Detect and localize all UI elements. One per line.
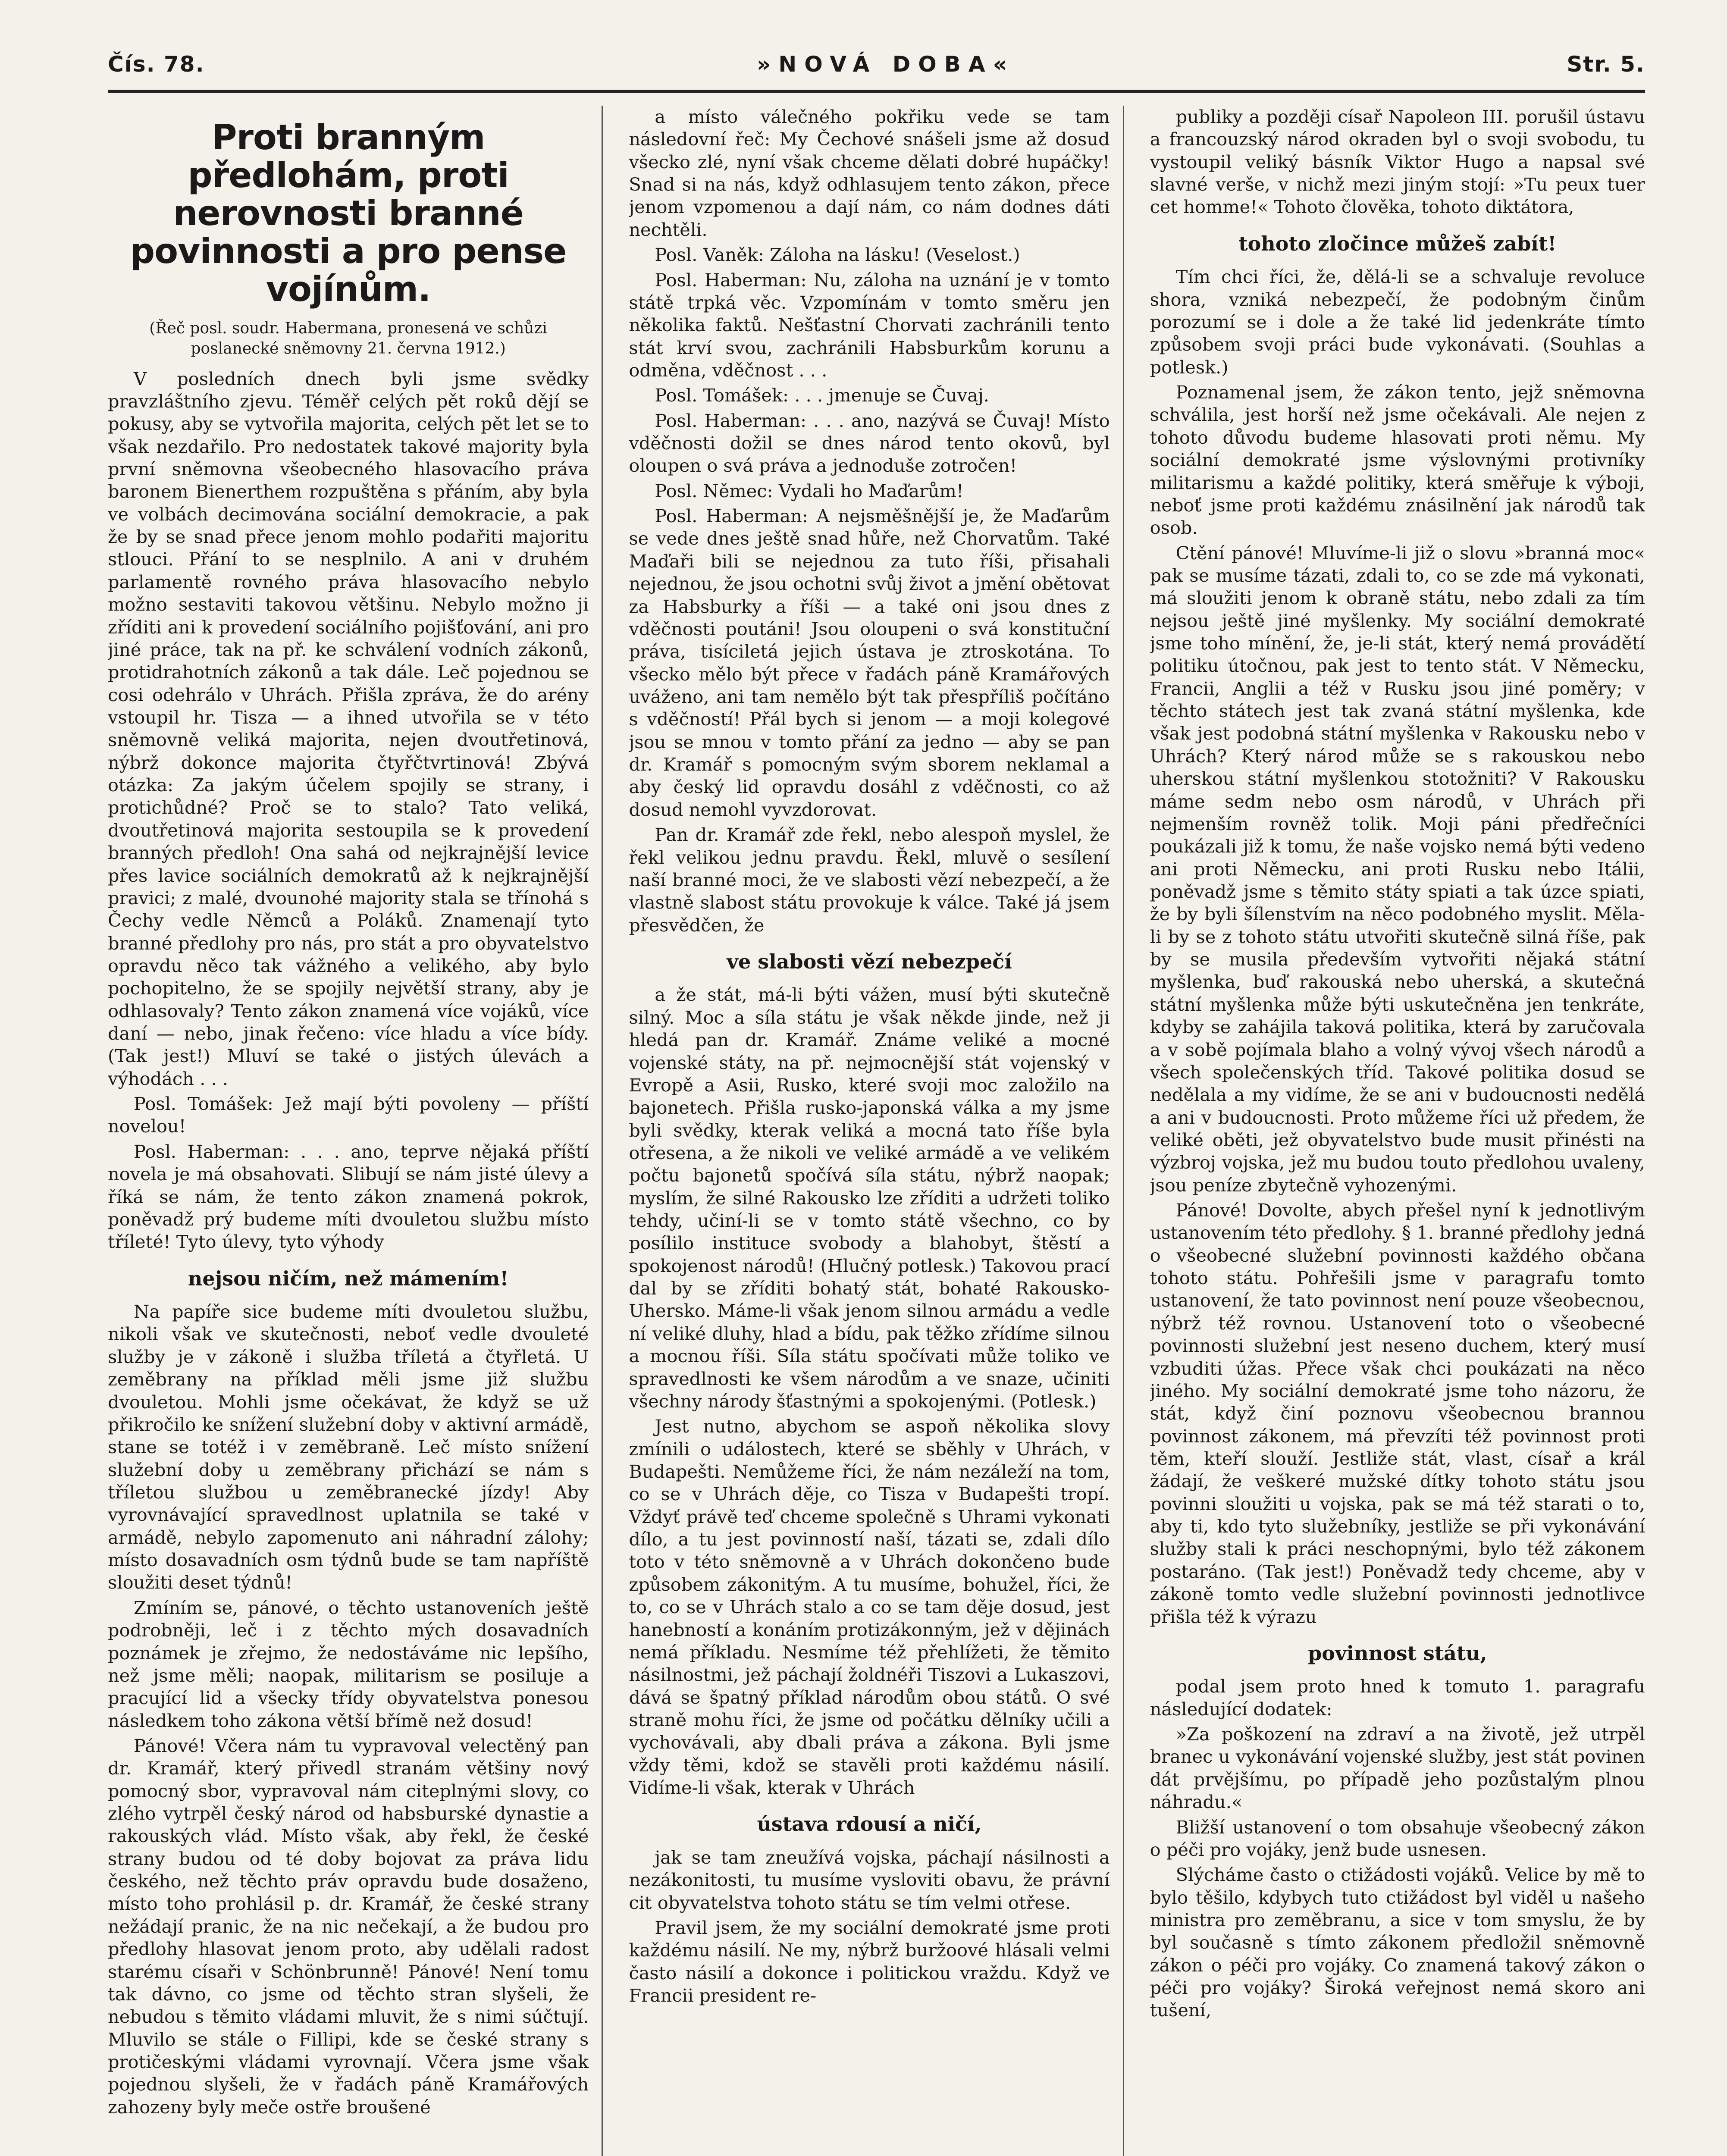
- paragraph: Bližší ustanovení o tom obsahuje všeobecný zákon o péči pro vojáky, jenž bude usnesen.: [1150, 1816, 1645, 1860]
- page-header: [108, 52, 1645, 86]
- paragraph: Ctění pánové! Mluvíme-li již o slovu »branná moc« pak se musíme tázati, zdali to, co se zde má vykonati, má sloužiti jenom k obraně státu, nebo zdali za tím nejsou ještě jiné myšlenky. My sociální demokraté jsme toho mínění, že, je-li stát, který nemá provádětí politiku útočnou, pak jest to tento stát. V Německu, Francii, Anglii a též v Rusku jsou jiné poměry; v těchto státech jest tak zvaná státní myšlenka, kde však jest podobná státní myšlenka v Rakousku nebo v Uhrách? Který národ může se s rakouskou nebo uherskou státní myšlenkou stotožniti? V Rakousku máme sedm nebo osm národů, v Uhrách při nejmenším rovněž tolik. Moji páni předřečníci poukázali již k tomu, že naše vojsko nemá býti vedeno ani proti Německu, ani proti Rusku nebo Itálii, poněvadž jsme s těmito státy spiati a tak úzce spiati, že by byli šílenstvím na něco podobného myslit. Měla-li by se z tohoto státu utvořiti skutečně silná říše, pak by se musila především vytvořiti nějaká státní myšlenka, buď rakouská nebo uherská, a skutečná státní myšlenka může býti uskutečněna jen tenkráte, kdyby se zahájila taková politika, která by zaručovala a v sobě pojímala blaho a volný vývoj všech národů a všech společenských tříd. Takové politika dosud se nedělala a my vidíme, že se ani v budoucnosti nedělá a ani v budoucnosti. Proto můžeme říci už předem, že veliké oběti, jež obyvatelstvo bude musit přinésti na výzbroj vojska, jež mu budou touto předlohou uvaleny, jsou peníze zbytečně vyhozenými.: [1150, 542, 1645, 1196]
- paragraph: Pánové! Včera nám tu vypravoval velectěný pan dr. Kramář, který přivedl stranám většiny nový pomocný sbor, vypravoval nám citeplnými slovy, co zlého vytrpěl český národ od habsburské dynastie a rakouských vlád. Místo však, aby řekl, že české strany budou od té doby bojovat za práva lidu českého, než těchto práv opravdu bude dosaženo, místo toho prohlásil p. dr. Kramář, že české strany nežádají pranic, že na nic nečekají, a že budou pro předlohy hlasovat jenom proto, aby udělali radost starému císaři v Schönbrunně! Pánové! Není tomu tak dávno, co jsme od těchto stran slyšeli, že nebudou s těmito vládami mluvit, že s nimi súčtují. Mluvilo se stále o Fillipi, kde se české strany s protičeskými vládami vyrovnají. Včera jsme však pojednou slyšeli, že v řadách páně Kramářových zahozeny byly meče ostře broušené: [108, 1735, 589, 2118]
- paragraph: Tím chci říci, že, dělá-li se a schvaluje revoluce shora, vzniká nebezpečí, že podobným činům porozumí se i dole a že také lid jedenkráte tímto způsobem svoji práci bude vykonávati. (Souhlas a potlesk.): [1150, 266, 1645, 378]
- page-number: Str. 5.: [1567, 52, 1645, 77]
- newspaper-title: »NOVÁ DOBA«: [757, 52, 1015, 77]
- paragraph: a že stát, má-li býti vážen, musí býti skutečně silný. Moc a síla státu je však někde jinde, než ji hledá pan dr. Kramář. Známe veliké a mocné vojenské státy, na př. nejmocnější stát vojenský v Evropě a Asii, Rusko, které svoji moc založilo na bajonetech. Přišla rusko-japonská válka a my jsme byli svědky, kterak veliká a mocná tato říše byla otřesena, a že nikoli ve veliké armádě a ve velikém počtu bajonetů spočívá síla státu, nýbrž naopak; myslím, že silné Rakousko lze zříditi a udržeti toliko tehdy, učiní-li se v tomto státě všechno, co by posílilo instituce svobody a blahobyt, štěstí a spokojenost národů! (Hlučný potlesk.) Takovou prací dal by se zříditi bohatý stát, bohaté Rakousko-Uhersko. Máme-li však jenom silnou armádu a vedle ní veliké dluhy, hlad a bídu, pak těžko zřídíme silnou a mocnou říši. Síla státu spočívati může toliko ve spravedlnosti ke všem národům a ve snaze, učiniti všechny národy šťastnými a spokojenými. (Potlesk.): [629, 984, 1110, 1412]
- paragraph: Jest nutno, abychom se aspoň několika slovy zmínili o událostech, které se sběhly v Uhrách, v Budapešti. Nemůžeme říci, že nám nezáleží na tom, co se v Uhrách děje, co Tisza v Budapešti tropí. Vždyť právě teď chceme společně s Uhrami vykonati dílo, a tu jest povinností naší, tázati se, zdali dílo toto v této sněmovně a v Uhrách dokončeno bude způsobem zákonitým. A tu musíme, bohužel, říci, že to, co se v Uhrách stalo a co se tam děje dosud, jest hanebností a konáním protizákonným, jež v dějinách nemá příkladu. Nesmíme též přehlížeti, že těmito násilnostmi, jež páchají žoldnéři Tiszovi a Lukaszovi, dává se špatný příklad národům obou států. O své straně mohu říci, že jsme od počátku dělníky učili a vychovávali, aby dbali práva a zákona. Byli jsme vždy těmi, kdož se stavěli proti každému násilí. Vidíme-li však, kterak v Uhrách: [629, 1416, 1110, 1799]
- paragraph: Posl. Haberman: A nejsměšnější je, že Maďarům se vede dnes ještě snad hůře, než Chorvatům. Také Maďaři bili se nejednou za tuto říši, přisahali nejednou, že jsou ochotni svůj život a jmění obětovat za Habsburky a říši — a také oni jsou dnes z vděčnosti poutáni! Jsou oloupeni o svá konstituční práva, tisíciletá jejich ústava je ztroskotána. To všecko mělo být přece v řadách páně Kramářových uváženo, ani tam nemělo být tak přespříliš počítáno s vděčností! Přál bych si jenom — a moji kolegové jsou se mnou v tomto přání za jedno — aby se pan dr. Kramář s pomocným svým sborem neklamal a aby český lid opravdu dosáhl z vděčnosti, co až dosud nemohl vyvzdorovat.: [629, 505, 1110, 820]
- paragraph: »Za poškození na zdraví a na životě, jež utrpěl branec u vykonávání vojenské služby, jest stát povinen dát prvějšímu, po případě jeho pozůstalým plnou náhradu.«: [1150, 1724, 1645, 1813]
- subheading: povinnost státu,: [1308, 1641, 1487, 1665]
- paragraph: Pravil jsem, že my sociální demokraté jsme proti každému násilí. Ne my, nýbrž buržoové hlásali velmi často násilí a dokonce i politickou vraždu. Když ve Francii president re-: [629, 1917, 1110, 2006]
- paragraph: Posl. Němec: Vydali ho Maďarům!: [655, 480, 964, 501]
- paragraph: Posl. Tomášek: . . . jmenuje se Čuvaj.: [655, 385, 990, 406]
- paragraph: Posl. Vaněk: Záloha na lásku! (Veselost.): [655, 244, 1020, 266]
- paragraph: Pánové! Dovolte, abych přešel nyní k jednotlivým ustanovením této předlohy. § 1. branné předlohy jedná o všeobecné služební povinnosti každého občana tohoto státu. Pohřešili jsme v paragrafu tomto ustanovení, že tato povinnost není pouze všeobecnou, nýbrž též rovnou. Ustanovení toto o všeobecné povinnosti služební jest neseno duchem, který musí vzbuditi úžas. Přece však chci poukázati na něco jiného. My sociální demokraté jsme toho názoru, že stát, když činí poznovu všeobecnou brannou povinnost zákonem, má převzíti též povinnost proti těm, kteří slouží. Jestliže stát, vlast, císař a král žádají, že veškeré mužské dítky tohoto státu jsou povinni sloužiti u vojska, pak se má též starati o to, aby ti, kdo tyto služebníky, jestliže se při vykonávání služby stali k práci neschopnými, bylo též zákonem postaráno. (Tak jest!) Poněvadž tedy chceme, aby v zákoně tomto vedle služební povinnosti jednotlivce přišla též k výrazu: [1150, 1200, 1645, 1627]
- paragraph: Na papíře sice budeme míti dvouletou službu, nikoli však ve skutečnosti, neboť vedle dvouleté služby je v zákoně i služba tříletá a čtyřletá. U zeměbrany na příklad měli jsme již službu dvouletou. Mohli jsme očekávat, že když se už přikročilo ke snížení služební doby v aktivní armádě, stane se totéž i v zeměbraně. Leč místo snížení služební doby u zeměbrany přichází se nám s tříletou službou u zeměbranecké jízdy! Aby vyrovnávající spravedlnost uplatnila se také v armádě, nebylo zapomenuto ani náhradní zálohy; místo dosavadních osm týdnů bude se tam napříště sloužiti deset týdnů!: [108, 1301, 589, 1593]
- article-headline: Proti branným předlohám, proti nerovnosti branné povinnosti a pro pense vojínům.: [130, 117, 567, 309]
- paragraph: Slýcháme často o ctižádosti vojáků. Velice by mě to bylo těšilo, kdybych tuto ctižádost byl viděl u našeho ministra pro zeměbranu, a sice v tom smyslu, že by byl současně s tímto zákonem předložil sněmovně zákon o péči pro vojáky. Co znamená takový zákon o péči pro vojáky? Široká veřejnost nemá skoro ani tušení,: [1150, 1864, 1645, 2021]
- article-columns: [108, 106, 1645, 2156]
- paragraph: Poznamenal jsem, že zákon tento, jejž sněmovna schválila, jest horší než jsme očekávali. Ale nejen z tohoto důvodu budeme hlasovati proti němu. My sociální demokraté jsme výslovnými protivníky militarismu a každé politiky, která směřuje k výboji, neboť jsme proti každému znásilnění jak národů tak osob.: [1150, 382, 1645, 539]
- subheading: ve slabosti vězí nebezpečí: [727, 950, 1012, 973]
- paragraph: Posl. Tomášek: Jež mají býti povoleny — příští novelou!: [108, 1093, 589, 1137]
- paragraph: Posl. Haberman: Nu, záloha na uznání je v tomto státě trpká věc. Vzpomínám v tomto směru jen několika faktů. Nešťastní Chorvati zachránili tento stát krví svou, zachránili Habsburkům korunu a odměna, vděčnost . . .: [629, 269, 1110, 381]
- article-byline: (Řeč posl. soudr. Habermana, pronesená ve schůzi poslanecké sněmovny 21. června 1912.): [149, 320, 547, 357]
- paragraph: Posl. Haberman: . . . ano, teprve nějaká příští novela je má obsahovati. Slibují se nám jisté úlevy a říká se nám, že tento zákon znamená pokrok, poněvadž prý budeme míti dvouletou službu místo tříleté! Tyto úlevy, tyto výhody: [108, 1141, 589, 1253]
- paragraph: jak se tam zneužívá vojska, páchají násilnosti a nezákonitosti, tu musíme vysloviti obavu, že právní cit obyvatelstva tohoto státu se tím velmi otřese.: [629, 1846, 1110, 1913]
- issue-number: Čís. 78.: [108, 52, 205, 77]
- column-2: [629, 106, 1124, 2156]
- paragraph: V posledních dnech byli jsme svědky pravzláštního zjevu. Téměř celých pět roků dějí se pokusy, aby se vytvořila majorita, celých pět let se to však nezdařilo. Pro nedostatek takové majority byla první sněmovna všeobecného hlasovacího práva baronem Bienerthem rozpuštěna s přáním, aby byla ve volbách decimována sociální demokracie, a pak že by se snad přece jenom mohlo podařiti majoritu stlouci. Přání to se nesplnilo. A ani v druhém parlamentě rovného práva hlasovacího nebylo možno sestaviti takovou většinu. Nebylo možno ji zříditi ani k provedení sociálního pojišťování, ani pro jiné práce, tak na př. ke schválení vodních zákonů, protidrahotních zákonů a tak dále. Leč pojednou se cosi odehrálo v Uhrách. Přišla zpráva, že do arény vstoupil hr. Tisza — a ihned utvořila se v této sněmovně veliká majorita, nejen dvoutřetinová, nýbrž dokonce majorita čtyřčtvrtinová! Zbývá otázka: Za jakým účelem spojily se strany, i protichůdné? Proč se to stalo? Tato veliká, dvoutřetinová majorita sestoupila se k provedení branných předloh! Ona sahá od nejkrajnější levice přes lavice sociálních demokratů až k nejkrajnější pravici; z malé, dvounohé majority stala se třínohá s Čechy vedle Němců a Poláků. Znamenají tyto branné předlohy pro nás, pro stát a pro obyvatelstvo opravdu něco tak vážného a velikého, aby bylo pochopitelno, že se spojily největší strany, aby je odhlasovaly? Tento zákon znamená více vojáků, více daní — nebo, jinak řečeno: více hladu a více bídy. (Tak jest!) Mluví se také o jistých úlevách a výhodách . . .: [108, 368, 589, 1089]
- column-1: [108, 106, 603, 2156]
- subheading: nejsou ničím, než mámením!: [188, 1266, 509, 1290]
- paragraph: a místo válečného pokřiku vede se tam následovní řeč: My Čechové snášeli jsme až dosud všecko zlé, nyní však chceme dělati dobré hupáčky! Snad si na nás, když odhlasujem tento zákon, přece jenom vzpomenou a dají nám, co nám dodnes dáti nechtěli.: [629, 106, 1110, 240]
- header-rule: [108, 90, 1645, 93]
- paragraph: Zmíním se, pánové, o těchto ustanoveních ještě podrobněji, leč i z těchto mých dosavadních poznámek je zřejmo, že nedostáváme nic lepšího, než jsme měli; naopak, militarism se posiluje a pracující lid a všecky třídy obyvatelstva ponesou následkem toho zákona větší břímě než dosud!: [108, 1597, 589, 1731]
- subheading: tohoto zločince můžeš zabít!: [1238, 232, 1557, 255]
- subheading: ústava rdousí a ničí,: [757, 1812, 982, 1836]
- paragraph: podal jsem proto hned k tomuto 1. paragrafu následující dodatek:: [1150, 1676, 1645, 1720]
- paragraph: Posl. Haberman: . . . ano, nazývá se Čuvaj! Místo vděčnosti dožil se dnes národ tento okovů, byl oloupen o svá práva a jednoduše zotročen!: [629, 410, 1110, 476]
- column-3: [1150, 106, 1645, 2156]
- paragraph: Pan dr. Kramář zde řekl, nebo alespoň myslel, že řekl velikou jednu pravdu. Řekl, mluvě o sesílení naší branné moci, že ve slabosti vězí nebezpečí, a že vlastně slabost státu provokuje k válce. Také já jsem přesvědčen, že: [629, 824, 1110, 936]
- paragraph: publiky a později císař Napoleon III. porušil ústavu a francouzský národ okraden byl o svoji svobodu, tu vystoupil veliký básník Viktor Hugo a napsal své slavné verše, v nichž mezi jiným stojí: »Tu peux tuer cet homme!« Tohoto člověka, tohoto diktátora,: [1150, 106, 1645, 218]
